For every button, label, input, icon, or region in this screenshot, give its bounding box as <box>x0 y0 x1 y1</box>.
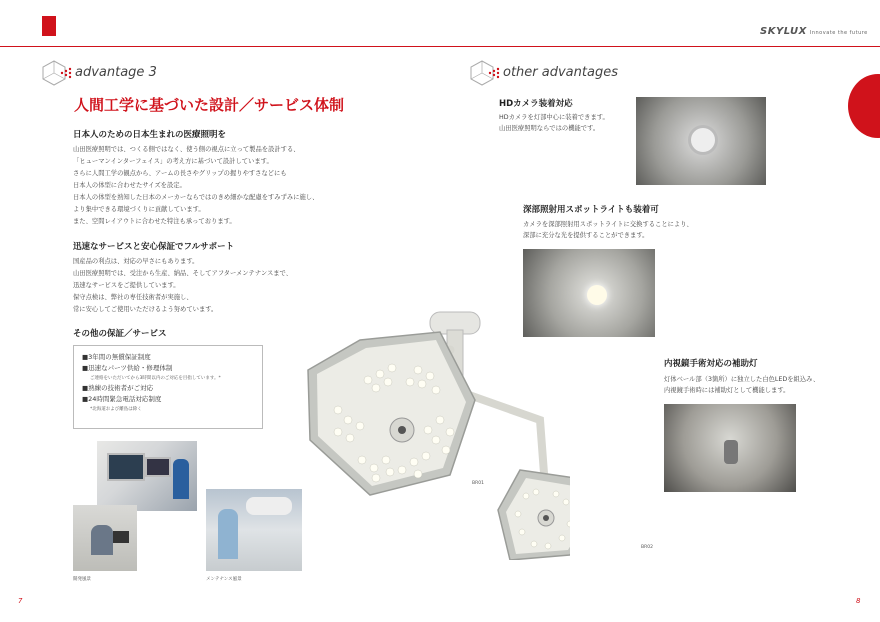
product-label-br02: BR02 <box>641 545 653 550</box>
block2-heading: 迅速なサービスと安心保証でフルサポート <box>73 242 235 252</box>
auxiliary-light-photo <box>664 404 796 492</box>
warranty-footnote: *北海道および離島は除く <box>90 407 142 412</box>
person-shape <box>173 459 189 499</box>
lamp-shape <box>246 497 292 515</box>
person-shape <box>91 525 113 555</box>
dot-triangle-icon <box>60 67 72 79</box>
warranty-box <box>73 345 263 429</box>
warranty-item: ■3年間の無償保証制度 <box>82 353 151 361</box>
photo-caption: 開発風景 <box>73 577 91 582</box>
header-red-tab <box>42 16 56 36</box>
handle-shape <box>724 440 738 464</box>
camera-lens-shape <box>688 125 718 155</box>
warranty-item: ■迅速なパーツ供給・修理体制 <box>82 364 173 372</box>
feature-heading-spotlight: 深部照射用スポットライトも装着可 <box>523 205 659 215</box>
brand-name: SKYLUX <box>760 26 807 37</box>
section-label-right: other advantages <box>503 65 618 80</box>
feature-text-hd-camera: HDカメラを灯部中心に装着できます。 山田医療照明ならではの機能です。 <box>499 114 609 132</box>
maintenance-photo <box>206 489 302 571</box>
block2-text: 国産品の利点は、対応の早さにもあります。 山田医療照明では、受注から生産、納品、そしてアフターメンテナンスまで、 迅速なサービスをご提供しています。 保守点検は、弊社の専任技術者が実施し、 常に安心してご使用いただけるよう努めています。 <box>73 258 293 313</box>
feature-heading-hd-camera: HDカメラ装着対応 <box>499 99 573 109</box>
development-photo <box>97 441 197 511</box>
spotlight-photo <box>523 249 655 337</box>
monitor-shape <box>145 457 171 477</box>
block1-heading: 日本人のための日本生まれの医療照明を <box>73 130 227 140</box>
surgical-light-illustration <box>290 310 570 560</box>
page-title: 人間工学に基づいた設計／サービス体制 <box>74 96 345 114</box>
block1-text: 山田医療照明では、つくる側ではなく、使う側の視点に立って製品を設計する、 「ヒューマンインターフェイス」の考え方に基づいて設計しています。 さらに人間工学の観点から、アームの長さやグリップの握りやすさなどにも 日本人の体型に合わせたサイズを設定。 日本人の体型を熟知した日本のメーカーならではのきめ細かな配慮をすみずみに施し、 より集中できる環境づくりに貢献しています。 また、空間レイアウトに合わせた特注も承っております。 <box>73 146 319 225</box>
warranty-note: ご連絡をいただいてから3時間以内のご対応を目指しています。* <box>90 376 221 381</box>
warranty-item: ■熟練の技術者がご対応 <box>82 384 154 392</box>
hd-camera-photo <box>636 97 766 185</box>
dot-triangle-icon <box>488 67 500 79</box>
feature-heading-auxiliary: 内視鏡手術対応の補助灯 <box>664 359 758 369</box>
monitor-shape <box>113 531 129 543</box>
brand-tagline: Innovate the future <box>809 30 868 36</box>
brand-logo <box>760 26 868 37</box>
monitor-shape <box>107 453 145 481</box>
person-shape <box>218 509 238 559</box>
product-label-br01: BR01 <box>472 481 484 486</box>
warranty-item: ■24時間緊急電話対応制度 <box>82 395 162 403</box>
feature-text-auxiliary: 灯体ベール部（3箇所）に独立した白色LEDを組込み、 内視鏡手術時には補助灯として機能します。 <box>664 376 820 394</box>
page-number-right: 8 <box>856 597 861 605</box>
page-number-left: 7 <box>18 597 23 605</box>
accent-circle <box>848 74 880 138</box>
header-rule <box>0 46 880 47</box>
section-label-left: advantage 3 <box>75 65 157 80</box>
block3-heading: その他の保証／サービス <box>73 329 167 339</box>
photo-caption: メンテナンス風景 <box>206 577 242 582</box>
spotlight-shape <box>587 285 607 305</box>
development-photo-2 <box>73 505 137 571</box>
feature-text-spotlight: カメラを深部照射用スポットライトに交換することにより、 深部に充分な光を提供することができます。 <box>523 221 693 239</box>
